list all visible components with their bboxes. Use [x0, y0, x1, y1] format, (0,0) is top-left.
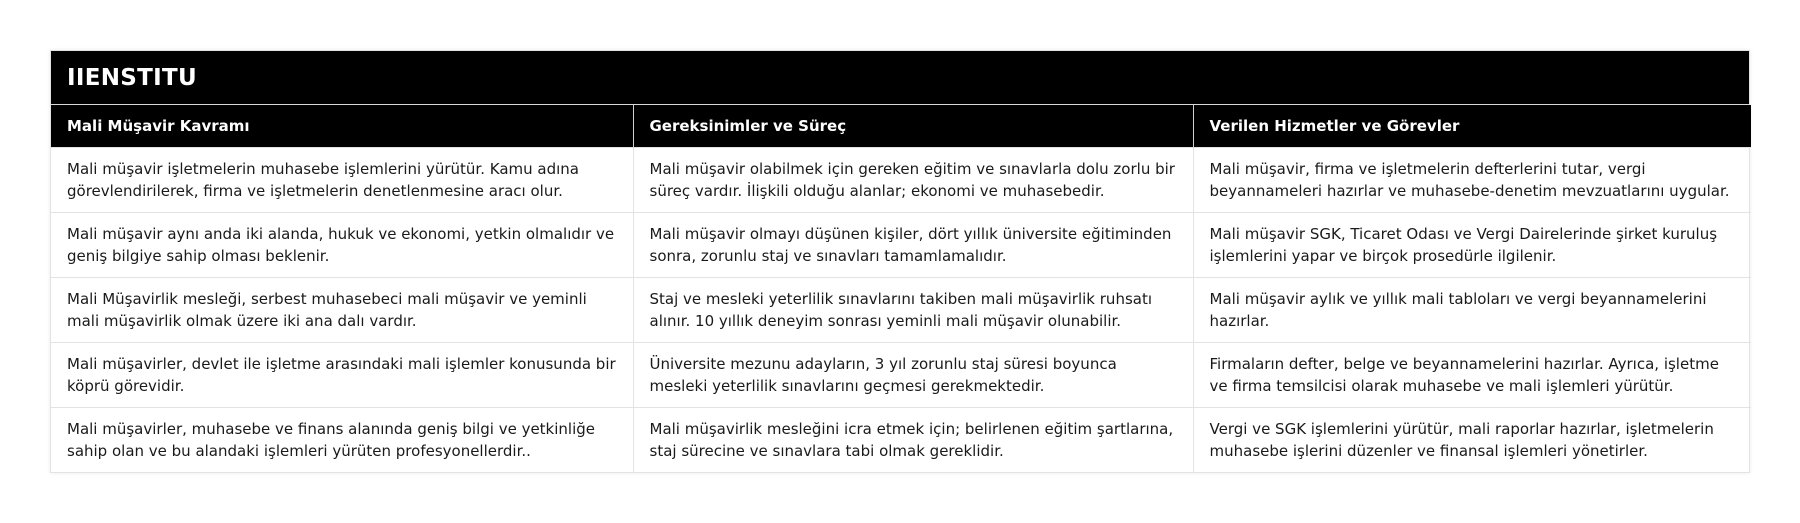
table-row — [51, 147, 1751, 212]
column-header-concept: Mali Müşavir Kavramı — [51, 105, 633, 147]
table-row — [51, 407, 1751, 472]
table-cell: Staj ve mesleki yeterlilik sınavlarını takiben mali müşavirlik ruhsatı alınır. 10 yıllık deneyim sonrası yeminli mali müşavir olunabilir. — [633, 277, 1193, 342]
table-cell: Üniversite mezunu adayların, 3 yıl zorunlu staj süresi boyunca mesleki yeterlilik sınavlarını geçmesi gerekmektedir. — [633, 342, 1193, 407]
table-cell: Mali müşavir SGK, Ticaret Odası ve Vergi Dairelerinde şirket kuruluş işlemlerini yapar ve birçok prosedürle ilgilenir. — [1193, 212, 1751, 277]
column-header-services: Verilen Hizmetler ve Görevler — [1193, 105, 1751, 147]
comparison-table — [51, 105, 1751, 472]
table-row — [51, 342, 1751, 407]
table-cell: Firmaların defter, belge ve beyannamelerini hazırlar. Ayrıca, işletme ve firma temsilcisi olarak muhasebe ve mali işlemleri yürütür. — [1193, 342, 1751, 407]
table-row — [51, 277, 1751, 342]
table-cell: Mali müşavir olabilmek için gereken eğitim ve sınavlarla dolu zorlu bir süreç vardır. İlişkili olduğu alanlar; ekonomi ve muhasebedir. — [633, 147, 1193, 212]
table-cell: Mali müşavirler, muhasebe ve finans alanında geniş bilgi ve yetkinliğe sahip olan ve bu alandaki işlemleri yürüten profesyonellerdir.. — [51, 407, 633, 472]
table-cell: Mali müşavir, firma ve işletmelerin defterlerini tutar, vergi beyannameleri hazırlar ve muhasebe-denetim mevzuatlarını uygular. — [1193, 147, 1751, 212]
column-header-requirements: Gereksinimler ve Süreç — [633, 105, 1193, 147]
table-cell: Mali müşavir aylık ve yıllık mali tabloları ve vergi beyannamelerini hazırlar. — [1193, 277, 1751, 342]
brand-title: IIENSTITU — [51, 51, 1749, 105]
table-cell: Mali Müşavirlik mesleği, serbest muhasebeci mali müşavir ve yeminli mali müşavirlik olmak üzere iki ana dalı vardır. — [51, 277, 633, 342]
header-row — [51, 105, 1751, 147]
table-cell: Mali müşavirlik mesleğini icra etmek için; belirlenen eğitim şartlarına, staj sürecine ve sınavlara tabi olmak gereklidir. — [633, 407, 1193, 472]
table-cell: Vergi ve SGK işlemlerini yürütür, mali raporlar hazırlar, işletmelerin muhasebe işlerini düzenler ve finansal işlemleri yönetirler. — [1193, 407, 1751, 472]
table-cell: Mali müşavir işletmelerin muhasebe işlemlerini yürütür. Kamu adına görevlendirilerek, firma ve işletmelerin denetlenmesine aracı olur. — [51, 147, 633, 212]
table-row — [51, 212, 1751, 277]
table-cell: Mali müşavirler, devlet ile işletme arasındaki mali işlemler konusunda bir köprü görevidir. — [51, 342, 633, 407]
table-cell: Mali müşavir aynı anda iki alanda, hukuk ve ekonomi, yetkin olmalıdır ve geniş bilgiye sahip olması beklenir. — [51, 212, 633, 277]
table-cell: Mali müşavir olmayı düşünen kişiler, dört yıllık üniversite eğitiminden sonra, zorunlu staj ve sınavları tamamlamalıdır. — [633, 212, 1193, 277]
comparison-table-card — [50, 50, 1750, 473]
